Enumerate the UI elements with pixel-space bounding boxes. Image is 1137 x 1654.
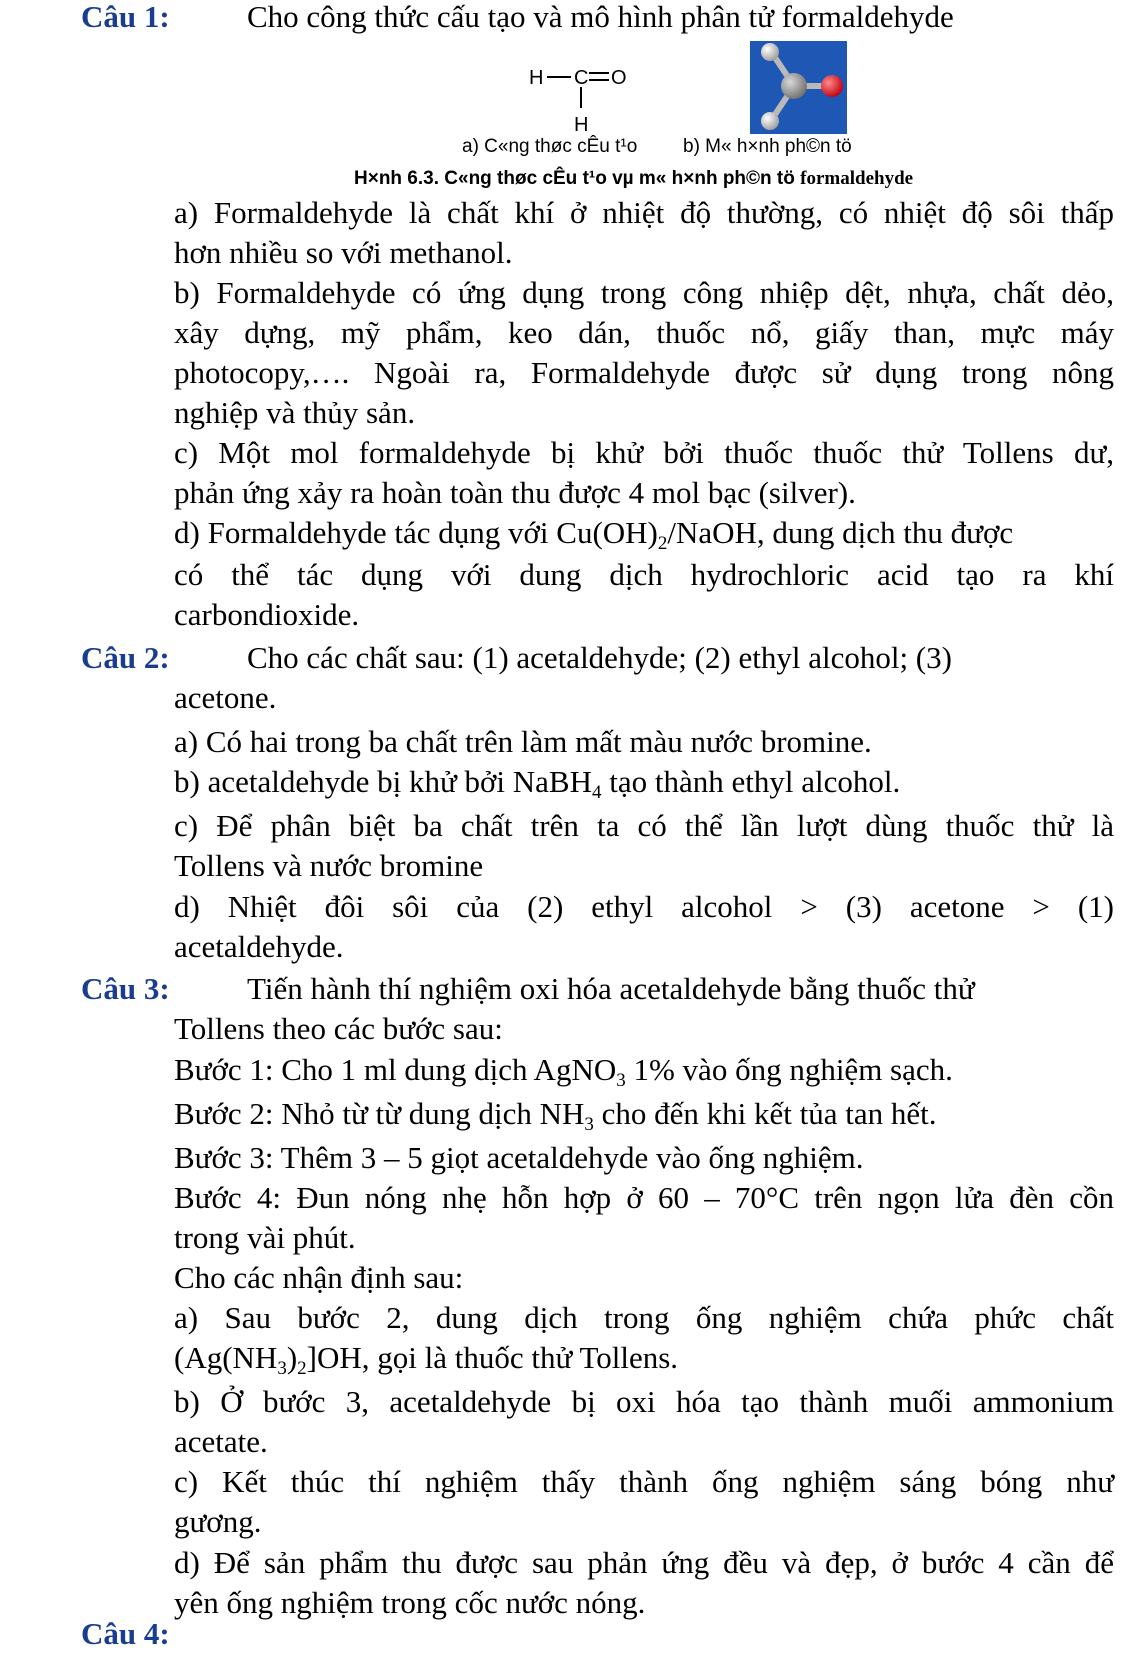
question-2-text-line2: acetone. bbox=[174, 680, 277, 715]
q2-b-post: tạo thành ethyl alcohol. bbox=[601, 764, 901, 799]
q3-s2-sub: 3 bbox=[584, 1114, 594, 1135]
q1-statement-b-line3: photocopy,…. Ngoài ra, Formaldehyde được sử dụng trong nông bbox=[174, 355, 1114, 390]
q1-statement-d-line3: carbondioxide. bbox=[174, 597, 360, 632]
formula-o: O bbox=[611, 67, 627, 89]
q3-step-4-line2: trong vài phút. bbox=[174, 1220, 356, 1255]
q3-a2-sub2: 2 bbox=[297, 1358, 307, 1379]
hydrogen-atom-top bbox=[761, 43, 779, 61]
q1-d1-sub: 2 bbox=[657, 533, 668, 554]
q2-statement-b bbox=[174, 762, 1114, 802]
q3-step-1 bbox=[174, 1050, 1114, 1090]
q3-statement-d-line2: yên ống nghiệm trong cốc nước nóng. bbox=[174, 1585, 646, 1620]
q3-a2-pre: (Ag(NH bbox=[174, 1340, 278, 1375]
formula-c: C bbox=[574, 67, 589, 89]
q3-step-3: Bước 3: Thêm 3 – 5 giọt acetaldehyde vào ống nghiệm. bbox=[174, 1140, 864, 1175]
q2-b-sub: 4 bbox=[592, 782, 602, 803]
q3-step-2 bbox=[174, 1094, 1114, 1134]
q3-statements-intro: Cho các nhận định sau: bbox=[174, 1260, 464, 1295]
oxygen-atom bbox=[821, 75, 843, 97]
q2-b-pre: b) acetaldehyde bị khử bởi NaBH bbox=[174, 764, 592, 799]
caption-b: b) M« h×nh ph©n tö bbox=[683, 136, 852, 157]
q1-statement-c-line2: phản ứng xảy ra hoàn toàn thu được 4 mol bạc (silver). bbox=[174, 475, 856, 510]
formula-h-bottom: H bbox=[574, 114, 589, 136]
q2-statement-d-line2: acetaldehyde. bbox=[174, 929, 344, 964]
q1-d1-left bbox=[174, 513, 1013, 553]
q3-a2-post: ]OH, gọi là thuốc thử Tollens. bbox=[306, 1340, 679, 1375]
q1-statement-a-line1: a) Formaldehyde là chất khí ở nhiệt độ thường, có nhiệt độ sôi thấp bbox=[174, 195, 1114, 230]
q1-statement-c-line1: c) Một mol formaldehyde bị khử bởi thuốc thuốc thử Tollens dư, bbox=[174, 435, 1114, 470]
q2-statement-d-line1: d) Nhiệt đôi sôi của (2) ethyl alcohol > (3) acetone > (1) bbox=[174, 889, 1114, 924]
q3-s2-pre: Bước 2: Nhỏ từ từ dung dịch NH bbox=[174, 1096, 585, 1131]
q3-s1-pre: Bước 1: Cho 1 ml dung dịch AgNO bbox=[174, 1052, 617, 1087]
formula-h-left: H bbox=[529, 67, 544, 89]
q1-statement-a-line2: hơn nhiều so với methanol. bbox=[174, 235, 513, 270]
formaldehyde-figure bbox=[0, 38, 1137, 198]
q2-statement-c-line1: c) Để phân biệt ba chất trên ta có thể lần lượt dùng thuốc thử là bbox=[174, 808, 1114, 843]
q3-statement-c-line2: gương. bbox=[174, 1504, 262, 1539]
q3-statement-b-line1: b) Ở bước 3, acetaldehyde bị oxi hóa tạo thành muối ammonium bbox=[174, 1384, 1114, 1419]
caption-a: a) C«ng thøc cÊu t¹o bbox=[462, 136, 638, 157]
q3-statement-d-line1: d) Để sản phẩm thu được sau phản ứng đều và đẹp, ở bước 4 cần để bbox=[174, 1545, 1114, 1580]
q3-a2-mid: ) bbox=[286, 1340, 298, 1375]
q2-statement-a: a) Có hai trong ba chất trên làm mất màu nước bromine. bbox=[174, 724, 872, 759]
question-2-text: Cho các chất sau: (1) acetaldehyde; (2) ethyl alcohol; (3) bbox=[247, 640, 952, 675]
q1-statement-b-line1: b) Formaldehyde có ứng dụng trong công nhiệp dệt, nhựa, chất dẻo, bbox=[174, 275, 1114, 310]
question-1-text: Cho công thức cấu tạo và mô hình phân tử formaldehyde bbox=[247, 0, 954, 34]
q1-d1-post: /NaOH, dung dịch thu được bbox=[667, 515, 1014, 550]
question-2-title: Câu 2: bbox=[81, 640, 170, 675]
question-3-title: Câu 3: bbox=[81, 971, 170, 1006]
q3-statement-b-line2: acetate. bbox=[174, 1424, 268, 1459]
q3-s1-sub: 3 bbox=[616, 1070, 626, 1091]
q3-statement-c-line1: c) Kết thúc thí nghiệm thấy thành ống nghiệm sáng bóng như bbox=[174, 1464, 1114, 1499]
question-3-text: Tiến hành thí nghiệm oxi hóa acetaldehyde bằng thuốc thử bbox=[247, 971, 975, 1006]
q3-statement-a-line2 bbox=[174, 1338, 1114, 1378]
q1-statement-d-line1 bbox=[174, 513, 1114, 553]
q1-statement-d-line2: có thể tác dụng với dung dịch hydrochloric acid tạo ra khí bbox=[174, 557, 1114, 592]
q3-step-4-line1: Bước 4: Đun nóng nhẹ hỗn hợp ở 60 – 70°C trên ngọn lửa đèn cồn bbox=[174, 1180, 1114, 1215]
question-1-title: Câu 1: bbox=[81, 0, 170, 34]
q3-a2-sub1: 3 bbox=[277, 1358, 287, 1379]
structural-formula bbox=[525, 56, 645, 136]
question-3-text-line2: Tollens theo các bước sau: bbox=[174, 1011, 503, 1046]
q3-s1-post: 1% vào ống nghiệm sạch. bbox=[625, 1052, 953, 1087]
question-4-title-cut: Câu 4: bbox=[81, 1616, 170, 1651]
q3-statement-a-line1: a) Sau bước 2, dung dịch trong ống nghiệm chứa phức chất bbox=[174, 1300, 1114, 1335]
figure-caption bbox=[354, 168, 913, 190]
q3-s2-post: cho đến khi kết tủa tan hết. bbox=[593, 1096, 937, 1131]
hydrogen-atom-bottom bbox=[761, 112, 779, 130]
q1-statement-b-line4: nghiệp và thủy sản. bbox=[174, 395, 416, 430]
molecule-model bbox=[750, 41, 847, 134]
carbon-atom bbox=[781, 73, 807, 99]
q1-statement-b-line2: xây dựng, mỹ phẩm, keo dán, thuốc nổ, giấy than, mực máy bbox=[174, 315, 1114, 350]
figure-caption-label: H×nh 6.3. C«ng thøc cÊu t¹o vµ m« h×nh ph©n tö bbox=[354, 168, 795, 189]
q2-statement-c-line2: Tollens và nước bromine bbox=[174, 848, 484, 883]
q1-d1-pre: d) Formaldehyde tác dụng với Cu(OH) bbox=[174, 515, 658, 550]
figure-caption-tail: formaldehyde bbox=[800, 168, 914, 189]
